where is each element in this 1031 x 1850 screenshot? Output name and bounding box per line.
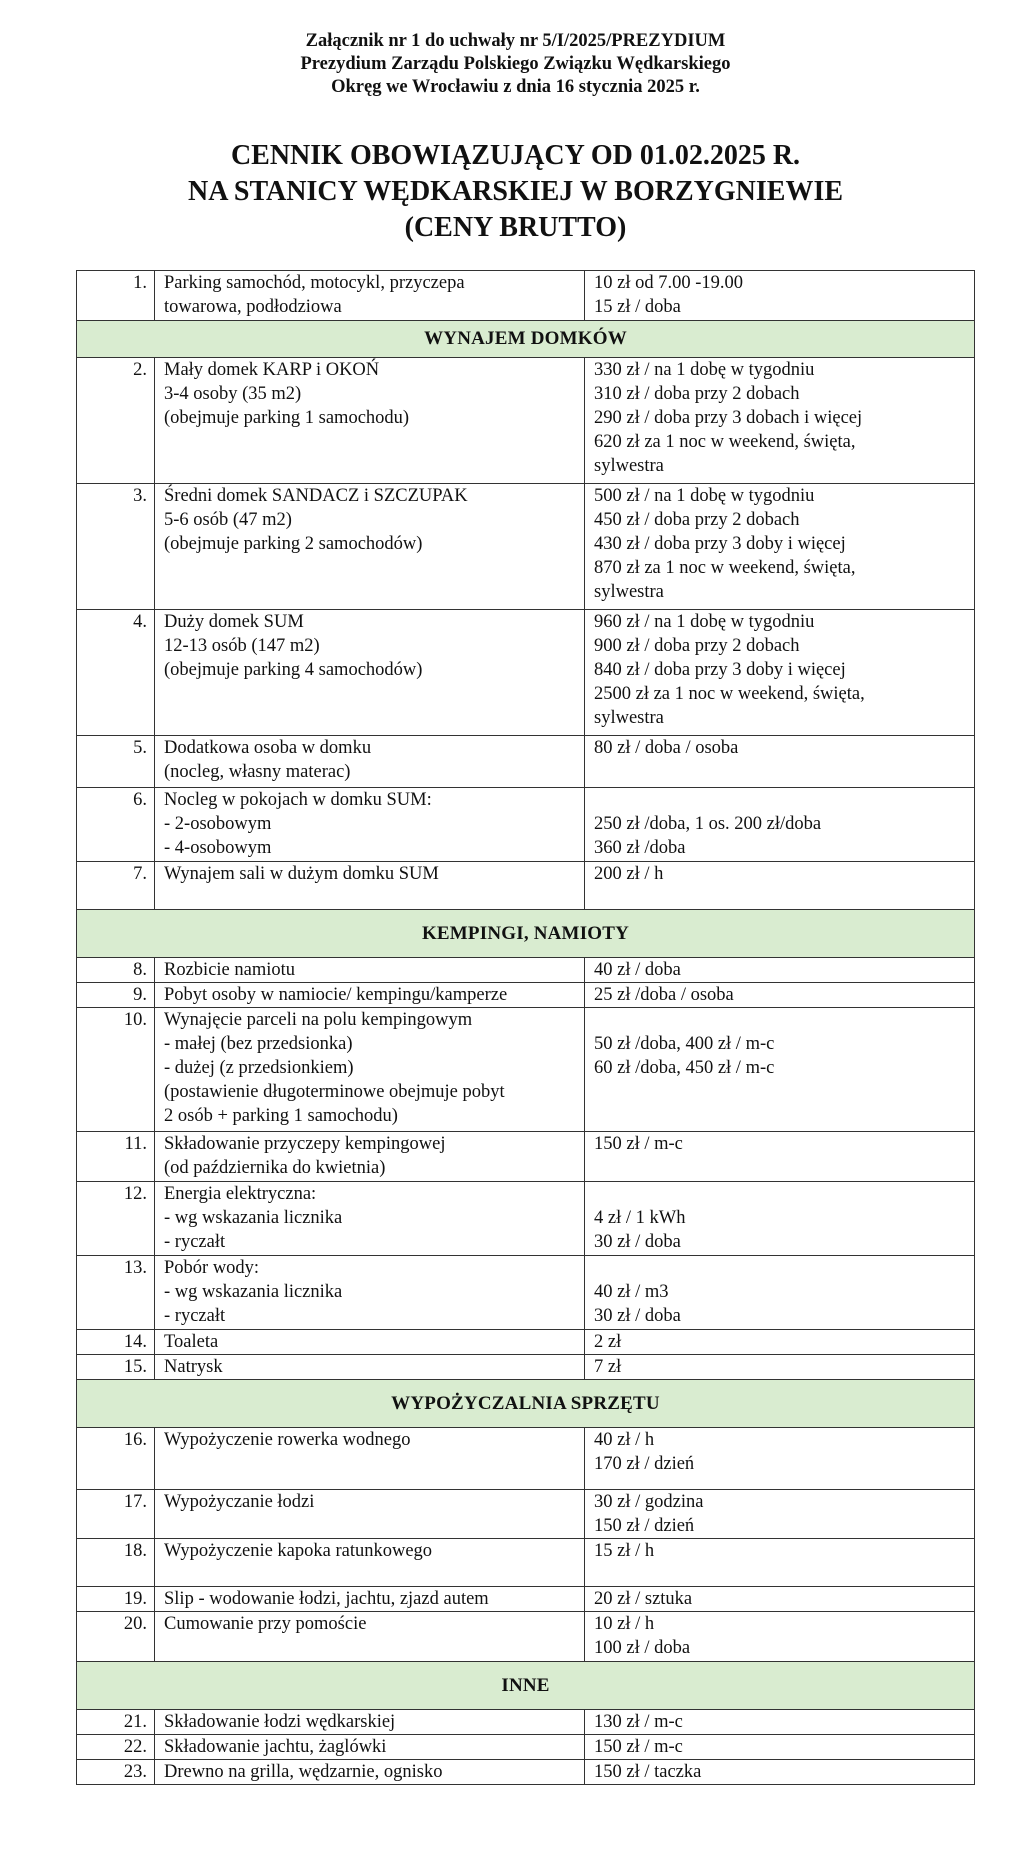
description-line: Slip - wodowanie łodzi, jachtu, zjazd autem <box>164 1589 489 1609</box>
item-number: 7. <box>77 862 155 910</box>
description-line: - małej (bez przedsionka) <box>164 1034 353 1054</box>
description-line: - 2-osobowym <box>164 814 272 834</box>
item-number: 9. <box>77 983 155 1008</box>
price-line: 310 zł / doba przy 2 dobach <box>594 384 800 404</box>
description-line: 12-13 osób (147 m2) <box>164 636 320 656</box>
item-number: 14. <box>77 1330 155 1355</box>
table-row <box>77 1735 975 1760</box>
table-row <box>77 788 975 862</box>
item-price <box>585 862 975 910</box>
description-line: 3-4 osoby (35 m2) <box>164 384 302 404</box>
price-line: 40 zł / m3 <box>594 1282 669 1302</box>
description-line: Pobór wody: <box>164 1258 260 1278</box>
price-line: 170 zł / dzień <box>594 1454 695 1474</box>
item-price <box>585 1132 975 1182</box>
item-price <box>585 1355 975 1380</box>
item-description <box>155 610 585 736</box>
header-line: Załącznik nr 1 do uchwały nr 5/I/2025/PREZYDIUM <box>305 31 726 51</box>
item-number: 21. <box>77 1710 155 1735</box>
description-line: - ryczałt <box>164 1306 226 1326</box>
price-list-table <box>76 270 975 1785</box>
section-heading: WYNAJEM DOMKÓW <box>77 321 975 358</box>
item-description <box>155 862 585 910</box>
price-line: 40 zł / h <box>594 1430 655 1450</box>
price-line: 15 zł / h <box>594 1541 655 1561</box>
item-description <box>155 1490 585 1539</box>
title-line: (CENY BRUTTO) <box>404 212 627 243</box>
price-line: 960 zł / na 1 dobę w tygodniu <box>594 612 815 632</box>
item-description <box>155 958 585 983</box>
item-number: 11. <box>77 1132 155 1182</box>
price-line: 150 zł / m-c <box>594 1134 683 1154</box>
item-number: 10. <box>77 1008 155 1132</box>
item-description <box>155 358 585 484</box>
description-line: Dodatkowa osoba w domku <box>164 738 372 758</box>
price-line <box>594 788 974 812</box>
item-number: 5. <box>77 736 155 788</box>
item-description <box>155 1587 585 1612</box>
section-row <box>77 1662 975 1710</box>
description-line: Parking samochód, motocykl, przyczepa <box>164 273 465 293</box>
description-line: (obejmuje parking 1 samochodu) <box>164 408 410 428</box>
price-line: 30 zł / doba <box>594 1232 681 1252</box>
description-line: Wynajem sali w dużym domku SUM <box>164 864 439 884</box>
item-number: 8. <box>77 958 155 983</box>
item-description <box>155 484 585 610</box>
item-number: 16. <box>77 1428 155 1490</box>
item-price <box>585 1710 975 1735</box>
table-row <box>77 736 975 788</box>
table-row <box>77 983 975 1008</box>
price-line: 500 zł / na 1 dobę w tygodniu <box>594 486 815 506</box>
price-line: 900 zł / doba przy 2 dobach <box>594 636 800 656</box>
price-line <box>594 1256 974 1280</box>
price-line: 15 zł / doba <box>594 297 681 317</box>
description-line: 5-6 osób (47 m2) <box>164 510 292 530</box>
item-number: 2. <box>77 358 155 484</box>
item-price <box>585 484 975 610</box>
item-price <box>585 958 975 983</box>
item-description <box>155 983 585 1008</box>
table-row <box>77 610 975 736</box>
item-number: 4. <box>77 610 155 736</box>
item-description <box>155 788 585 862</box>
item-number: 22. <box>77 1735 155 1760</box>
price-line: 7 zł <box>594 1357 622 1377</box>
description-line: Cumowanie przy pomoście <box>164 1614 367 1634</box>
price-line: 2 zł <box>594 1332 622 1352</box>
item-price <box>585 1735 975 1760</box>
table-row <box>77 1490 975 1539</box>
description-line: 2 osób + parking 1 samochodu) <box>164 1106 398 1126</box>
item-description <box>155 1008 585 1132</box>
description-line: Rozbicie namiotu <box>164 960 296 980</box>
description-line: (obejmuje parking 2 samochodów) <box>164 534 423 554</box>
description-line: Nocleg w pokojach w domku SUM: <box>164 790 432 810</box>
item-number: 6. <box>77 788 155 862</box>
item-number: 13. <box>77 1256 155 1330</box>
item-price <box>585 1539 975 1587</box>
item-number: 1. <box>77 271 155 321</box>
item-description <box>155 1612 585 1662</box>
item-price <box>585 1008 975 1132</box>
description-line: Składowanie przyczepy kempingowej <box>164 1134 446 1154</box>
price-line: 290 zł / doba przy 3 dobach i więcej <box>594 408 863 428</box>
description-line: Średni domek SANDACZ i SZCZUPAK <box>164 486 468 506</box>
description-line: (od października do kwietnia) <box>164 1158 386 1178</box>
price-line: 50 zł /doba, 400 zł / m-c <box>594 1034 775 1054</box>
item-price <box>585 1760 975 1785</box>
item-price <box>585 358 975 484</box>
item-description <box>155 1330 585 1355</box>
table-row <box>77 1539 975 1587</box>
description-line: Wypożyczenie rowerka wodnego <box>164 1430 411 1450</box>
item-description <box>155 1760 585 1785</box>
price-line: 840 zł / doba przy 3 doby i więcej <box>594 660 846 680</box>
table-row <box>77 1710 975 1735</box>
title-line: NA STANICY WĘDKARSKIEJ W BORZYGNIEWIE <box>187 176 844 207</box>
item-number: 17. <box>77 1490 155 1539</box>
description-line: - dużej (z przedsionkiem) <box>164 1058 354 1078</box>
item-price <box>585 1490 975 1539</box>
item-number: 3. <box>77 484 155 610</box>
item-number: 20. <box>77 1612 155 1662</box>
item-description <box>155 1182 585 1256</box>
item-price <box>585 788 975 862</box>
price-line: 870 zł za 1 noc w weekend, święta, <box>594 558 856 578</box>
item-number: 18. <box>77 1539 155 1587</box>
price-line: 10 zł / h <box>594 1614 655 1634</box>
item-price <box>585 1428 975 1490</box>
table-row <box>77 958 975 983</box>
table-row <box>77 1428 975 1490</box>
price-line: 130 zł / m-c <box>594 1712 683 1732</box>
description-line: Duży domek SUM <box>164 612 304 632</box>
price-line: 80 zł / doba / osoba <box>594 738 739 758</box>
price-line: 250 zł /doba, 1 os. 200 zł/doba <box>594 814 822 834</box>
price-line: 330 zł / na 1 dobę w tygodniu <box>594 360 815 380</box>
price-line: 10 zł od 7.00 -19.00 <box>594 273 744 293</box>
price-line: 40 zł / doba <box>594 960 681 980</box>
description-line: - ryczałt <box>164 1232 226 1252</box>
table-row <box>77 1760 975 1785</box>
item-number: 23. <box>77 1760 155 1785</box>
table-row <box>77 484 975 610</box>
item-description <box>155 1735 585 1760</box>
price-line: 30 zł / godzina <box>594 1492 704 1512</box>
item-price <box>585 1256 975 1330</box>
price-line: 360 zł /doba <box>594 838 686 858</box>
item-price <box>585 1612 975 1662</box>
price-line <box>594 1008 974 1032</box>
item-number: 19. <box>77 1587 155 1612</box>
item-description <box>155 1539 585 1587</box>
price-line: 100 zł / doba <box>594 1638 691 1658</box>
header-line: Prezydium Zarządu Polskiego Związku Wędkarskiego <box>300 54 731 74</box>
price-line: 30 zł / doba <box>594 1306 681 1326</box>
description-line: - wg wskazania licznika <box>164 1282 343 1302</box>
item-price <box>585 1182 975 1256</box>
item-price <box>585 610 975 736</box>
description-line: Pobyt osoby w namiocie/ kempingu/kamperze <box>164 985 508 1005</box>
item-description <box>155 1355 585 1380</box>
price-line: 200 zł / h <box>594 864 664 884</box>
price-line <box>594 1182 974 1206</box>
description-line: (obejmuje parking 4 samochodów) <box>164 660 423 680</box>
resolution-header <box>0 30 1031 99</box>
price-line: 450 zł / doba przy 2 dobach <box>594 510 800 530</box>
price-line: 150 zł / m-c <box>594 1737 683 1757</box>
description-line: - 4-osobowym <box>164 838 272 858</box>
price-line: 620 zł za 1 noc w weekend, święta, <box>594 432 856 452</box>
description-line: Natrysk <box>164 1357 223 1377</box>
item-description <box>155 736 585 788</box>
table-row <box>77 271 975 321</box>
description-line: Wynajęcie parceli na polu kempingowym <box>164 1010 473 1030</box>
item-price <box>585 983 975 1008</box>
description-line: Składowanie jachtu, żaglówki <box>164 1737 387 1757</box>
price-line: sylwestra <box>594 582 664 602</box>
table-row <box>77 1587 975 1612</box>
description-line: Drewno na grilla, wędzarnie, ognisko <box>164 1762 443 1782</box>
table-row <box>77 1330 975 1355</box>
table-row <box>77 1355 975 1380</box>
section-row <box>77 1380 975 1428</box>
price-list-body <box>77 271 975 1785</box>
item-number: 12. <box>77 1182 155 1256</box>
price-line: sylwestra <box>594 708 664 728</box>
description-line: Składowanie łodzi wędkarskiej <box>164 1712 396 1732</box>
table-row <box>77 1182 975 1256</box>
item-description <box>155 1710 585 1735</box>
description-line: - wg wskazania licznika <box>164 1208 343 1228</box>
description-line: Energia elektryczna: <box>164 1184 317 1204</box>
table-row <box>77 1132 975 1182</box>
description-line: Toaleta <box>164 1332 219 1352</box>
price-line: 430 zł / doba przy 3 doby i więcej <box>594 534 846 554</box>
item-price <box>585 1330 975 1355</box>
section-heading: KEMPINGI, NAMIOTY <box>77 910 975 958</box>
section-heading: INNE <box>77 1662 975 1710</box>
item-price <box>585 271 975 321</box>
table-row <box>77 1612 975 1662</box>
description-line: towarowa, podłodziowa <box>164 297 342 317</box>
table-row <box>77 358 975 484</box>
table-row <box>77 1008 975 1132</box>
description-line: Mały domek KARP i OKOŃ <box>164 360 380 380</box>
price-line: 20 zł / sztuka <box>594 1589 693 1609</box>
price-line: 150 zł / dzień <box>594 1516 695 1536</box>
item-description <box>155 1256 585 1330</box>
section-row <box>77 910 975 958</box>
price-line: 2500 zł za 1 noc w weekend, święta, <box>594 684 865 704</box>
item-price <box>585 736 975 788</box>
item-number: 15. <box>77 1355 155 1380</box>
header-line: Okręg we Wrocławiu z dnia 16 stycznia 2025 r. <box>331 77 700 97</box>
price-line: 4 zł / 1 kWh <box>594 1208 686 1228</box>
description-line: Wypożyczanie łodzi <box>164 1492 315 1512</box>
description-line: (postawienie długoterminowe obejmuje pobyt <box>164 1082 505 1102</box>
section-heading: WYPOŻYCZALNIA SPRZĘTU <box>77 1380 975 1428</box>
item-description <box>155 1132 585 1182</box>
price-line: sylwestra <box>594 456 664 476</box>
item-description <box>155 271 585 321</box>
title-line: CENNIK OBOWIĄZUJĄCY OD 01.02.2025 R. <box>230 140 801 171</box>
price-line: 150 zł / taczka <box>594 1762 702 1782</box>
item-price <box>585 1587 975 1612</box>
description-line: Wypożyczenie kapoka ratunkowego <box>164 1541 433 1561</box>
section-row <box>77 321 975 358</box>
price-line: 60 zł /doba, 450 zł / m-c <box>594 1058 775 1078</box>
item-description <box>155 1428 585 1490</box>
document-title <box>0 138 1031 246</box>
table-row <box>77 1256 975 1330</box>
price-line: 25 zł /doba / osoba <box>594 985 734 1005</box>
description-line: (nocleg, własny materac) <box>164 762 351 782</box>
table-row <box>77 862 975 910</box>
